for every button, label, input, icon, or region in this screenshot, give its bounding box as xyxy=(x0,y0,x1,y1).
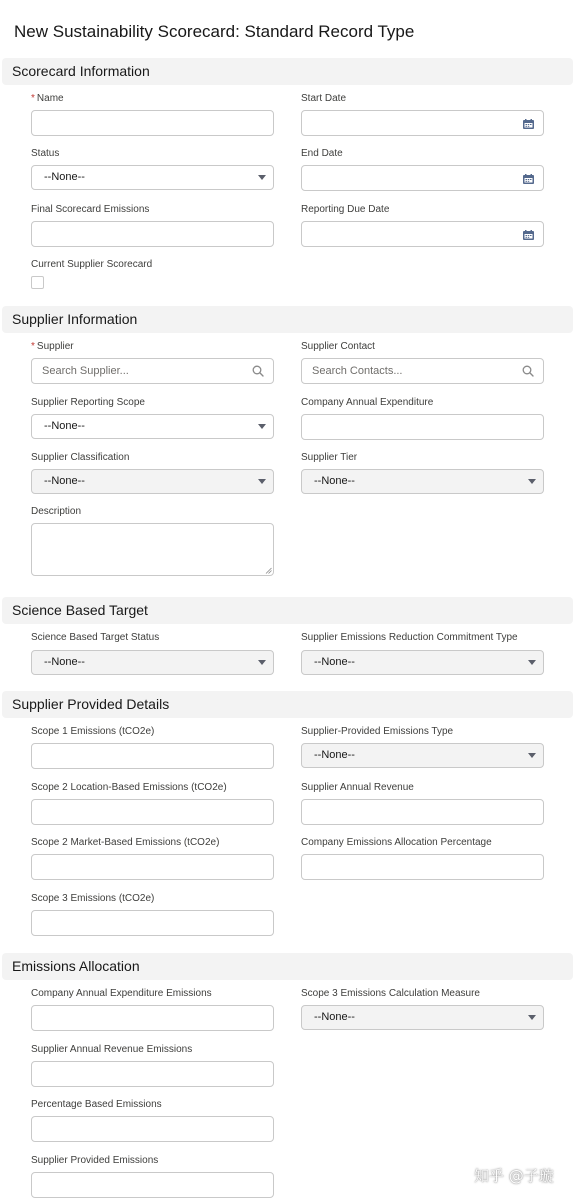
supplier-annual-revenue-input[interactable] xyxy=(301,799,544,825)
chevron-down-icon xyxy=(258,424,266,429)
scope3-measure-label: Scope 3 Emissions Calculation Measure xyxy=(301,988,480,999)
scope2-location-input[interactable] xyxy=(31,799,274,825)
scope2-location-label: Scope 2 Location-Based Emissions (tCO2e) xyxy=(31,782,227,793)
page-title: New Sustainability Scorecard: Standard Record Type xyxy=(14,22,415,41)
supplier-search-placeholder: Search Supplier... xyxy=(42,365,129,377)
final-scorecard-emissions-label: Final Scorecard Emissions xyxy=(31,204,150,215)
chevron-down-icon xyxy=(528,753,536,758)
search-icon xyxy=(522,365,534,377)
reporting-due-date-input[interactable] xyxy=(301,221,544,247)
chevron-down-icon xyxy=(528,1015,536,1020)
description-label: Description xyxy=(31,506,82,517)
start-date-input[interactable] xyxy=(301,110,544,136)
sbt-status-select[interactable]: --None-- xyxy=(31,650,274,675)
reporting-due-date-label: Reporting Due Date xyxy=(301,204,390,215)
chevron-down-icon xyxy=(528,479,536,484)
scope3-measure-select[interactable]: --None-- xyxy=(301,1005,544,1030)
resize-grip-icon[interactable] xyxy=(265,567,272,574)
section-header-scorecard-information[interactable]: Scorecard Information xyxy=(2,58,573,85)
section-header-supplier-provided-details[interactable]: Supplier Provided Details xyxy=(2,691,573,718)
company-annual-expenditure-label: Company Annual Expenditure xyxy=(301,397,434,408)
scope3-emissions-label: Scope 3 Emissions (tCO2e) xyxy=(31,893,155,904)
name-label: * Name xyxy=(31,93,64,104)
commitment-type-select[interactable]: --None-- xyxy=(301,650,544,675)
allocation-percentage-input[interactable] xyxy=(301,854,544,880)
current-supplier-scorecard-checkbox[interactable] xyxy=(31,276,44,289)
scope1-emissions-label: Scope 1 Emissions (tCO2e) xyxy=(31,726,155,737)
allocation-percentage-label: Company Emissions Allocation Percentage xyxy=(301,837,492,848)
supplier-contact-label: Supplier Contact xyxy=(301,341,375,352)
provided-emissions-type-label: Supplier-Provided Emissions Type xyxy=(301,726,454,737)
provided-emissions-label: Supplier Provided Emissions xyxy=(31,1155,159,1166)
section-header-emissions-allocation[interactable]: Emissions Allocation xyxy=(2,953,573,980)
revenue-emissions-input[interactable] xyxy=(31,1061,274,1087)
provided-emissions-type-select[interactable]: --None-- xyxy=(301,743,544,768)
current-supplier-scorecard-label: Current Supplier Scorecard xyxy=(31,259,153,270)
supplier-tier-select[interactable]: --None-- xyxy=(301,469,544,494)
section-header-supplier-information[interactable]: Supplier Information xyxy=(2,306,573,333)
required-marker: * xyxy=(31,341,35,352)
end-date-input[interactable] xyxy=(301,165,544,191)
percentage-emissions-input[interactable] xyxy=(31,1116,274,1142)
status-label: Status xyxy=(31,148,60,159)
commitment-type-label: Supplier Emissions Reduction Commitment Type xyxy=(301,632,518,643)
supplier-reporting-scope-select[interactable]: --None-- xyxy=(31,414,274,439)
supplier-annual-revenue-label: Supplier Annual Revenue xyxy=(301,782,414,793)
provided-emissions-input[interactable] xyxy=(31,1172,274,1198)
section-header-science-based-target[interactable]: Science Based Target xyxy=(2,597,573,624)
scope3-emissions-input[interactable] xyxy=(31,910,274,936)
supplier-contact-placeholder: Search Contacts... xyxy=(312,365,403,377)
supplier-label: * Supplier xyxy=(31,341,74,352)
end-date-label: End Date xyxy=(301,148,343,159)
supplier-contact-search-input[interactable] xyxy=(301,358,544,384)
chevron-down-icon xyxy=(258,660,266,665)
required-marker: * xyxy=(31,93,35,104)
watermark: 知乎 @子璇 xyxy=(474,1167,554,1185)
supplier-tier-label: Supplier Tier xyxy=(301,452,358,463)
scope1-emissions-input[interactable] xyxy=(31,743,274,769)
sbt-status-label: Science Based Target Status xyxy=(31,632,160,643)
scope2-market-input[interactable] xyxy=(31,854,274,880)
calendar-icon[interactable] xyxy=(523,119,534,129)
status-select[interactable]: --None-- xyxy=(31,165,274,190)
scope2-market-label: Scope 2 Market-Based Emissions (tCO2e) xyxy=(31,837,220,848)
description-textarea[interactable] xyxy=(31,523,274,576)
supplier-search-input[interactable] xyxy=(31,358,274,384)
revenue-emissions-label: Supplier Annual Revenue Emissions xyxy=(31,1044,193,1055)
company-annual-expenditure-input[interactable] xyxy=(301,414,544,440)
final-scorecard-emissions-input[interactable] xyxy=(31,221,274,247)
expenditure-emissions-input[interactable] xyxy=(31,1005,274,1031)
search-icon xyxy=(252,365,264,377)
chevron-down-icon xyxy=(528,660,536,665)
chevron-down-icon xyxy=(258,479,266,484)
percentage-emissions-label: Percentage Based Emissions xyxy=(31,1099,162,1110)
calendar-icon[interactable] xyxy=(523,230,534,240)
supplier-classification-label: Supplier Classification xyxy=(31,452,130,463)
name-input[interactable] xyxy=(31,110,274,136)
supplier-reporting-scope-label: Supplier Reporting Scope xyxy=(31,397,145,408)
supplier-classification-select[interactable]: --None-- xyxy=(31,469,274,494)
calendar-icon[interactable] xyxy=(523,174,534,184)
expenditure-emissions-label: Company Annual Expenditure Emissions xyxy=(31,988,212,999)
chevron-down-icon xyxy=(258,175,266,180)
start-date-label: Start Date xyxy=(301,93,347,104)
